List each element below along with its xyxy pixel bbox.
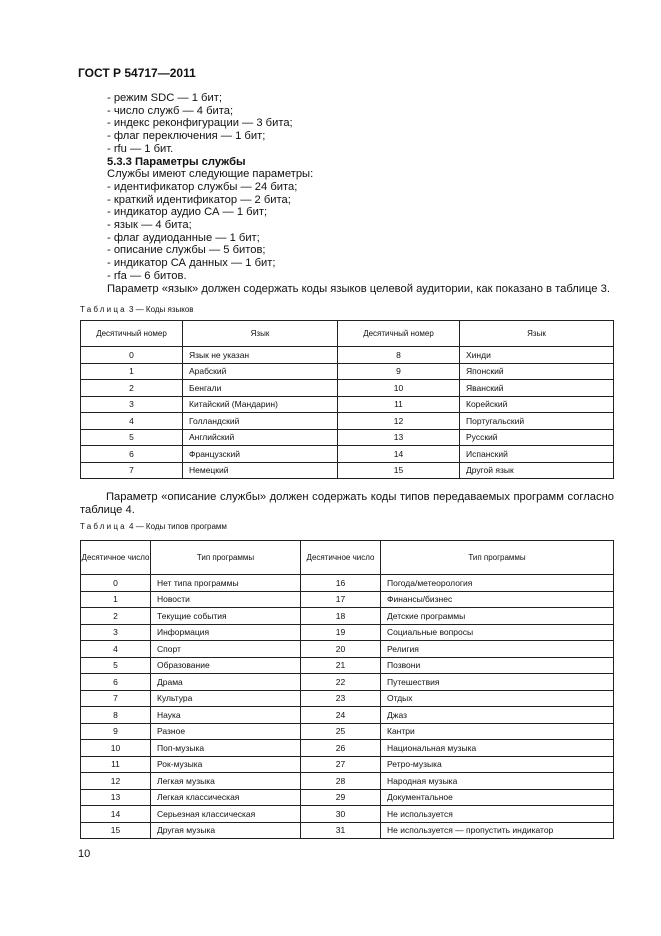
code-cell: 13 xyxy=(338,429,460,446)
code-cell: 4 xyxy=(81,641,151,658)
label-cell: Национальная музыка xyxy=(381,740,614,757)
table-row xyxy=(81,789,614,806)
label-cell: Текущие события xyxy=(151,608,301,625)
code-cell: 29 xyxy=(301,789,381,806)
code-cell: 25 xyxy=(301,723,381,740)
label-cell: Легкая музыка xyxy=(151,773,301,790)
list-item: - режим SDC — 1 бит; xyxy=(107,92,222,104)
table-row xyxy=(81,575,614,592)
table3-caption-text: 3 — Коды языков xyxy=(129,305,194,314)
table-row xyxy=(81,591,614,608)
code-cell: 3 xyxy=(81,624,151,641)
code-cell: 1 xyxy=(81,591,151,608)
param-item: - описание службы — 5 битов; xyxy=(107,244,266,257)
label-cell: Другой язык xyxy=(460,462,614,479)
table-row xyxy=(81,690,614,707)
label-cell: Информация xyxy=(151,624,301,641)
program-type-codes-table xyxy=(80,540,614,839)
param-item: - флаг аудиоданные — 1 бит; xyxy=(107,231,260,244)
label-cell: Драма xyxy=(151,674,301,691)
table4-caption-label: Таблица xyxy=(80,522,127,531)
label-cell: Нет типа программы xyxy=(151,575,301,592)
label-cell: Яванский xyxy=(460,380,614,397)
label-cell: Разное xyxy=(151,723,301,740)
column-header: Язык xyxy=(460,321,614,347)
label-cell: Арабский xyxy=(183,363,338,380)
table-row xyxy=(81,462,614,479)
page-number: 10 xyxy=(78,848,91,860)
code-cell: 5 xyxy=(81,429,183,446)
code-cell: 20 xyxy=(301,641,381,658)
table-row xyxy=(81,429,614,446)
label-cell: Английский xyxy=(183,429,338,446)
label-cell: Ретро-музыка xyxy=(381,756,614,773)
label-cell: Наука xyxy=(151,707,301,724)
code-cell: 9 xyxy=(81,723,151,740)
code-cell: 14 xyxy=(81,806,151,823)
label-cell: Немецкий xyxy=(183,462,338,479)
code-cell: 10 xyxy=(338,380,460,397)
code-cell: 30 xyxy=(301,806,381,823)
list-item: - число служб — 4 бита; xyxy=(107,104,234,117)
label-cell: Другая музыка xyxy=(151,822,301,839)
table-row xyxy=(81,806,614,823)
table-header-row xyxy=(81,321,614,347)
param-item: - идентификатор службы — 24 бита; xyxy=(107,180,298,193)
code-cell: 16 xyxy=(301,575,381,592)
column-header: Язык xyxy=(183,321,338,347)
body-text xyxy=(107,92,610,295)
code-cell: 12 xyxy=(338,413,460,430)
label-cell: Народная музыка xyxy=(381,773,614,790)
label-cell: Социальные вопросы xyxy=(381,624,614,641)
column-header: Десятичное число xyxy=(301,541,381,575)
table3-caption xyxy=(80,305,194,314)
param-item: - индикатор аудио СА — 1 бит; xyxy=(107,206,268,219)
code-cell: 2 xyxy=(81,608,151,625)
table-row xyxy=(81,756,614,773)
label-cell: Японский xyxy=(460,363,614,380)
label-cell: Документальное xyxy=(381,789,614,806)
table-row xyxy=(81,773,614,790)
code-cell: 6 xyxy=(81,674,151,691)
code-cell: 17 xyxy=(301,591,381,608)
code-cell: 18 xyxy=(301,608,381,625)
code-cell: 0 xyxy=(81,575,151,592)
code-cell: 23 xyxy=(301,690,381,707)
code-cell: 4 xyxy=(81,413,183,430)
code-cell: 6 xyxy=(81,446,183,463)
label-cell: Спорт xyxy=(151,641,301,658)
label-cell: Религия xyxy=(381,641,614,658)
label-cell: Не используется xyxy=(381,806,614,823)
code-cell: 28 xyxy=(301,773,381,790)
code-cell: 7 xyxy=(81,462,183,479)
column-header: Десятичный номер xyxy=(81,321,183,347)
table-row xyxy=(81,740,614,757)
code-cell: 0 xyxy=(81,347,183,364)
list-item: - флаг переключения — 1 бит; xyxy=(107,130,266,143)
code-cell: 26 xyxy=(301,740,381,757)
code-cell: 12 xyxy=(81,773,151,790)
label-cell: Французский xyxy=(183,446,338,463)
code-cell: 3 xyxy=(81,396,183,413)
label-cell: Кантри xyxy=(381,723,614,740)
param-item: - язык — 4 бита; xyxy=(107,219,192,232)
table3-caption-label: Таблица xyxy=(80,305,127,314)
section-heading: 5.3.3 Параметры службы xyxy=(107,155,246,168)
label-cell: Финансы/бизнес xyxy=(381,591,614,608)
label-cell: Китайский (Мандарин) xyxy=(183,396,338,413)
label-cell: Голландский xyxy=(183,413,338,430)
label-cell: Легкая классическая xyxy=(151,789,301,806)
code-cell: 24 xyxy=(301,707,381,724)
list-item: - rfu — 1 бит. xyxy=(107,142,174,155)
param-item: - краткий идентификатор — 2 бита; xyxy=(107,193,291,206)
table-row xyxy=(81,363,614,380)
list-item: - индекс реконфигурации — 3 бита; xyxy=(107,117,293,130)
label-cell: Серьезная классическая xyxy=(151,806,301,823)
code-cell: 31 xyxy=(301,822,381,839)
table-row xyxy=(81,723,614,740)
code-cell: 15 xyxy=(81,822,151,839)
code-cell: 21 xyxy=(301,657,381,674)
code-cell: 13 xyxy=(81,789,151,806)
table-row xyxy=(81,347,614,364)
label-cell: Язык не указан xyxy=(183,347,338,364)
code-cell: 11 xyxy=(81,756,151,773)
code-cell: 2 xyxy=(81,380,183,397)
label-cell: Русский xyxy=(460,429,614,446)
code-cell: 7 xyxy=(81,690,151,707)
table-row xyxy=(81,396,614,413)
table-row xyxy=(81,624,614,641)
code-cell: 27 xyxy=(301,756,381,773)
table4-caption xyxy=(80,522,227,531)
label-cell: Джаз xyxy=(381,707,614,724)
label-cell: Португальский xyxy=(460,413,614,430)
code-cell: 8 xyxy=(81,707,151,724)
table-row xyxy=(81,608,614,625)
table-row xyxy=(81,446,614,463)
label-cell: Рок-музыка xyxy=(151,756,301,773)
label-cell: Образование xyxy=(151,657,301,674)
param-item: - индикатор СА данных — 1 бит; xyxy=(107,257,276,270)
column-header: Тип программы xyxy=(151,541,301,575)
column-header: Тип программы xyxy=(381,541,614,575)
label-cell: Погода/метеорология xyxy=(381,575,614,592)
table-row xyxy=(81,674,614,691)
table-row xyxy=(81,822,614,839)
label-cell: Поп-музыка xyxy=(151,740,301,757)
param-item: - rfa — 6 битов. xyxy=(107,269,187,282)
code-cell: 1 xyxy=(81,363,183,380)
table-header-row xyxy=(81,541,614,575)
label-cell: Корейский xyxy=(460,396,614,413)
code-cell: 19 xyxy=(301,624,381,641)
table-row xyxy=(81,380,614,397)
label-cell: Культура xyxy=(151,690,301,707)
label-cell: Хинди xyxy=(460,347,614,364)
service-paragraph: Параметр «описание службы» должен содержать коды типов передаваемых программ согласно таблице 4. xyxy=(80,491,614,516)
code-cell: 22 xyxy=(301,674,381,691)
table-row xyxy=(81,707,614,724)
table-row xyxy=(81,641,614,658)
label-cell: Детские программы xyxy=(381,608,614,625)
language-paragraph: Параметр «язык» должен содержать коды языков целевой аудитории, как показано в таблице 3. xyxy=(107,282,610,295)
language-codes-table xyxy=(80,320,614,479)
label-cell: Новости xyxy=(151,591,301,608)
table4-caption-text: 4 — Коды типов программ xyxy=(129,522,227,531)
code-cell: 15 xyxy=(338,462,460,479)
document-header: ГОСТ Р 54717—2011 xyxy=(78,66,196,80)
label-cell: Не используется — пропустить индикатор xyxy=(381,822,614,839)
code-cell: 10 xyxy=(81,740,151,757)
table-row xyxy=(81,657,614,674)
intro-text: Службы имеют следующие параметры: xyxy=(107,168,314,181)
code-cell: 8 xyxy=(338,347,460,364)
code-cell: 14 xyxy=(338,446,460,463)
code-cell: 5 xyxy=(81,657,151,674)
label-cell: Испанский xyxy=(460,446,614,463)
column-header: Десятичное число xyxy=(81,541,151,575)
code-cell: 9 xyxy=(338,363,460,380)
column-header: Десятичный номер xyxy=(338,321,460,347)
label-cell: Отдых xyxy=(381,690,614,707)
label-cell: Позвони xyxy=(381,657,614,674)
table-row xyxy=(81,413,614,430)
label-cell: Путешествия xyxy=(381,674,614,691)
code-cell: 11 xyxy=(338,396,460,413)
label-cell: Бенгали xyxy=(183,380,338,397)
